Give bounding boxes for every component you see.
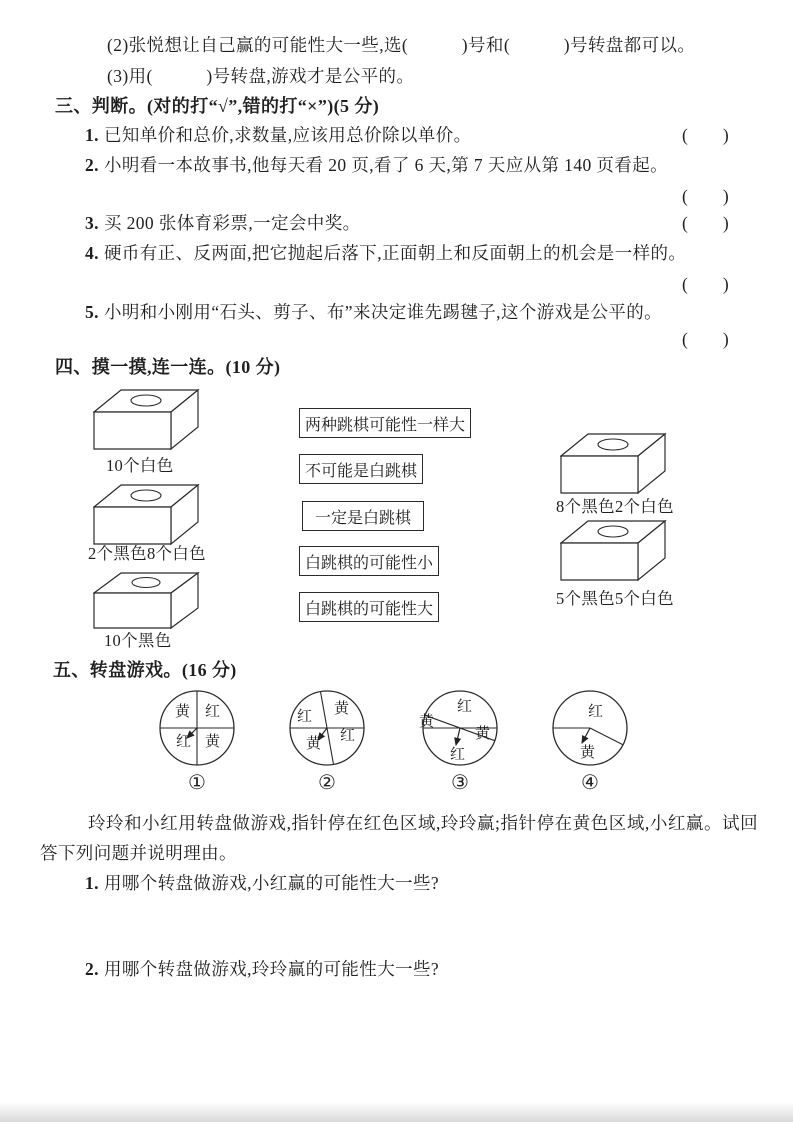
judgment-item-5-answer-blank: ( ) xyxy=(682,329,729,349)
connect-label-equal-chance: 两种跳棋可能性一样大 xyxy=(299,408,471,438)
section3-title-bold: 三、判断。 xyxy=(55,96,147,116)
spinner-3 xyxy=(410,686,510,798)
left-box-1-label: 10个白色 xyxy=(106,456,174,475)
spinner-question-2-text: 用哪个转盘做游戏,玲玲赢的可能性大一些? xyxy=(103,959,440,979)
spinner-3-sector-red-bottom: 红 xyxy=(450,747,466,763)
connect-label-white-less-likely: 白跳棋的可能性小 xyxy=(299,546,439,576)
spinner-2-number: ② xyxy=(318,772,336,794)
judgment-item-4-answer-blank: ( ) xyxy=(682,274,729,294)
spinner-question-1-text: 用哪个转盘做游戏,小红赢的可能性大一些? xyxy=(103,873,440,893)
chess-box-figure-8-black-2-white xyxy=(560,431,668,495)
judgment-item-3-answer-blank: ( ) xyxy=(682,213,729,233)
spinner-1-sector-red-tr: 红 xyxy=(205,704,221,720)
left-box-3-label: 10个黑色 xyxy=(104,631,172,650)
spinner-1-figure xyxy=(147,686,247,770)
spinner-4-pointer xyxy=(582,728,590,743)
spinner-1-number: ① xyxy=(188,772,206,794)
chess-box-figure-10-black xyxy=(93,570,201,630)
spinner-2-sector-yellow-top: 黄 xyxy=(334,701,350,717)
spinner-2-sector-yellow-bl: 黄 xyxy=(306,736,322,752)
judgment-item-1-number: 1. xyxy=(85,125,99,145)
judgment-item-2-answer-blank: ( ) xyxy=(682,186,729,206)
spinner-question-2-number: 2. xyxy=(85,959,99,979)
judgment-item-1 xyxy=(85,122,472,147)
spinner-3-number: ③ xyxy=(451,772,469,794)
judgment-item-5-text: 小明和小刚用“石头、剪子、布”来决定谁先踢毽子,这个游戏是公平的。 xyxy=(103,302,663,322)
chess-box-figure-5-black-5-white xyxy=(560,518,668,582)
spinner-2-sector-red-right: 红 xyxy=(340,728,356,744)
connect-label-white-more-likely: 白跳棋的可能性大 xyxy=(299,592,439,622)
spinner-4-number: ④ xyxy=(581,772,599,794)
spinner-4-sector-yellow-bottom: 黄 xyxy=(580,745,596,761)
spinner-1-sector-yellow-br: 黄 xyxy=(205,734,221,750)
judgment-item-4-text: 硬币有正、反两面,把它抛起后落下,正面朝上和反面朝上的机会是一样的。 xyxy=(103,243,687,263)
judgment-item-2 xyxy=(85,152,668,177)
spinner-question-2 xyxy=(85,956,439,981)
connect-label-impossible-white: 不可能是白跳棋 xyxy=(299,454,423,484)
judgment-item-3-number: 3. xyxy=(85,213,99,233)
scan-shadow xyxy=(0,1102,793,1122)
spinner-1 xyxy=(147,686,247,798)
right-box-1-label: 8个黑色2个白色 xyxy=(556,497,674,516)
spinner-question-1-number: 1. xyxy=(85,873,99,893)
section4-title-bold: 四、摸一摸,连一连。 xyxy=(55,357,226,377)
chess-box-figure-2-black-8-white xyxy=(93,482,201,546)
chess-box-figure-10-white xyxy=(93,387,201,451)
judgment-item-5 xyxy=(85,299,662,324)
judgment-item-1-answer-blank: ( ) xyxy=(682,125,729,145)
section4-title-rest: (10 分) xyxy=(225,357,281,377)
section5-title-bold: 五、转盘游戏。 xyxy=(53,660,182,680)
judgment-item-2-number: 2. xyxy=(85,155,99,175)
fill-in-line-2: (2)张悦想让自己赢的可能性大一些,选( )号和( )号转盘都可以。 xyxy=(107,35,696,55)
judgment-item-2-text: 小明看一本故事书,他每天看 20 页,看了 6 天,第 7 天应从第 140 页看起。 xyxy=(103,155,669,175)
judgment-item-5-number: 5. xyxy=(85,302,99,322)
judgment-item-3-text: 买 200 张体育彩票,一定会中奖。 xyxy=(103,213,361,233)
spinner-3-sector-red-top: 红 xyxy=(457,699,473,715)
spinner-2-sector-red-left: 红 xyxy=(297,709,313,725)
left-box-2-label: 2个黑色8个白色 xyxy=(88,544,206,563)
spinner-2 xyxy=(277,686,377,798)
section5-title xyxy=(53,656,237,682)
spinner-2-figure xyxy=(277,686,377,770)
spinner-4 xyxy=(540,686,640,798)
spinner-1-sector-red-bl: 红 xyxy=(176,734,192,750)
connect-label-certain-white: 一定是白跳棋 xyxy=(302,501,424,531)
spinner-4-sector-red-top: 红 xyxy=(588,704,604,720)
spinner-game-description: 玲玲和小红用转盘做游戏,指针停在红色区域,玲玲赢;指针停在黄色区域,小红赢。试回答下列问题并说明理由。 xyxy=(40,813,758,863)
spinner-question-1 xyxy=(85,870,439,895)
right-box-2-label: 5个黑色5个白色 xyxy=(556,589,674,608)
section3-title xyxy=(55,92,379,118)
section5-title-rest: (16 分) xyxy=(181,660,237,680)
judgment-item-4 xyxy=(85,240,686,265)
judgment-item-4-number: 4. xyxy=(85,243,99,263)
spinner-3-sector-yellow-left: 黄 xyxy=(419,714,435,730)
spinner-3-sector-yellow-right: 黄 xyxy=(475,726,491,742)
fill-in-line-3: (3)用( )号转盘,游戏才是公平的。 xyxy=(107,66,415,86)
spinner-1-sector-yellow-tl: 黄 xyxy=(175,704,191,720)
section4-title xyxy=(55,353,280,379)
spinner-3-pointer xyxy=(456,728,460,745)
section3-title-rest: (对的打“√”,错的打“×”)(5 分) xyxy=(147,96,380,116)
judgment-item-3 xyxy=(85,210,361,235)
judgment-item-1-text: 已知单价和总价,求数量,应该用总价除以单价。 xyxy=(103,125,472,145)
